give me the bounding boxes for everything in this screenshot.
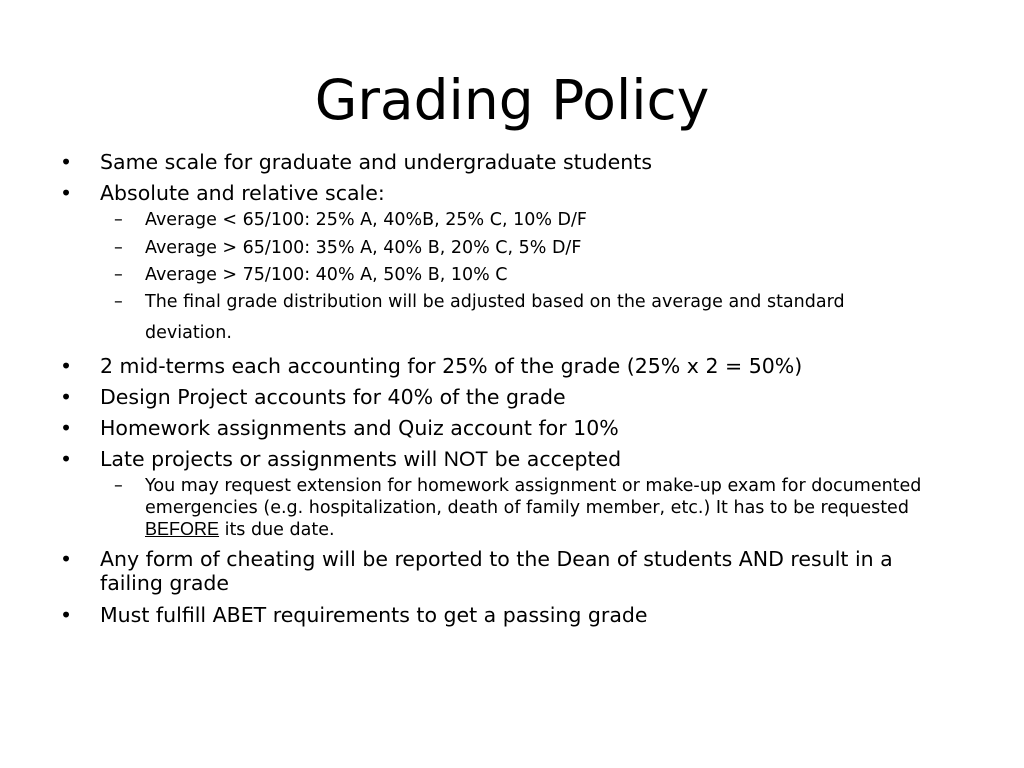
bullet-homework-quiz <box>60 416 970 440</box>
sub-bullet-text-before: You may request extension for homework assignment or make-up exam for documented emergencies (e.g. hospitalization, death of family member, etc.) It has to be requested <box>145 476 922 518</box>
sub-bullet-marker: – <box>114 476 123 496</box>
bullet-text: Must fulfill ABET requirements to get a passing grade <box>100 603 648 627</box>
bullet-late-projects <box>60 447 970 472</box>
bullet-marker: • <box>60 447 73 471</box>
sub-bullet-text: Average > 65/100: 35% A, 40% B, 20% C, 5% D/F <box>145 238 582 258</box>
bullet-midterms <box>60 354 970 378</box>
bullet-cheating <box>60 547 920 595</box>
slide-title: Grading Policy <box>314 68 710 132</box>
sub-bullet-text: Average > 75/100: 40% A, 50% B, 10% C <box>145 265 508 285</box>
bullet-design-project <box>60 385 970 409</box>
sub-bullet-marker: – <box>114 210 123 230</box>
bullet-text-before: Late projects or assignments will <box>100 447 444 471</box>
bullet-text: 2 mid-terms each accounting for 25% of the grade (25% x 2 = 50%) <box>100 354 803 378</box>
sub-bullet-above-65 <box>114 238 965 259</box>
bullet-marker: • <box>60 354 73 378</box>
bullet-text: Any form of cheating will be reported to the Dean of students AND result in a failing grade <box>100 547 893 595</box>
sub-bullet-below-65 <box>114 210 965 231</box>
before-emphasis: BEFORE <box>145 519 220 539</box>
sub-bullet-extension <box>114 476 965 542</box>
bullet-text: Same scale for graduate and undergraduate students <box>100 150 652 174</box>
sub-bullet-text: Average < 65/100: 25% A, 40%B, 25% C, 10% D/F <box>145 210 587 230</box>
bullet-text-after: be accepted <box>488 447 622 471</box>
bullet-marker: • <box>60 150 73 174</box>
bullet-marker: • <box>60 416 73 440</box>
bullet-same-scale <box>60 150 970 174</box>
sub-bullet-distribution <box>114 287 905 349</box>
bullet-abet <box>60 603 970 627</box>
bullet-marker: • <box>60 547 73 571</box>
bullet-text: Absolute and relative scale: <box>100 181 385 205</box>
sub-bullet-marker: – <box>114 238 123 258</box>
bullet-text: Homework assignments and Quiz account for 10% <box>100 416 619 440</box>
sub-bullet-text-after: its due date. <box>219 520 335 540</box>
not-emphasis: NOT <box>443 448 489 471</box>
bullet-marker: • <box>60 385 73 409</box>
bullet-marker: • <box>60 603 73 627</box>
sub-bullet-marker: – <box>114 292 123 312</box>
sub-bullet-marker: – <box>114 265 123 285</box>
bullet-text: Design Project accounts for 40% of the grade <box>100 385 566 409</box>
sub-bullet-text: The final grade distribution will be adjusted based on the average and standard deviation. <box>145 292 845 343</box>
bullet-absolute-relative <box>60 181 970 205</box>
sub-bullet-above-75 <box>114 265 965 286</box>
bullet-marker: • <box>60 181 73 205</box>
